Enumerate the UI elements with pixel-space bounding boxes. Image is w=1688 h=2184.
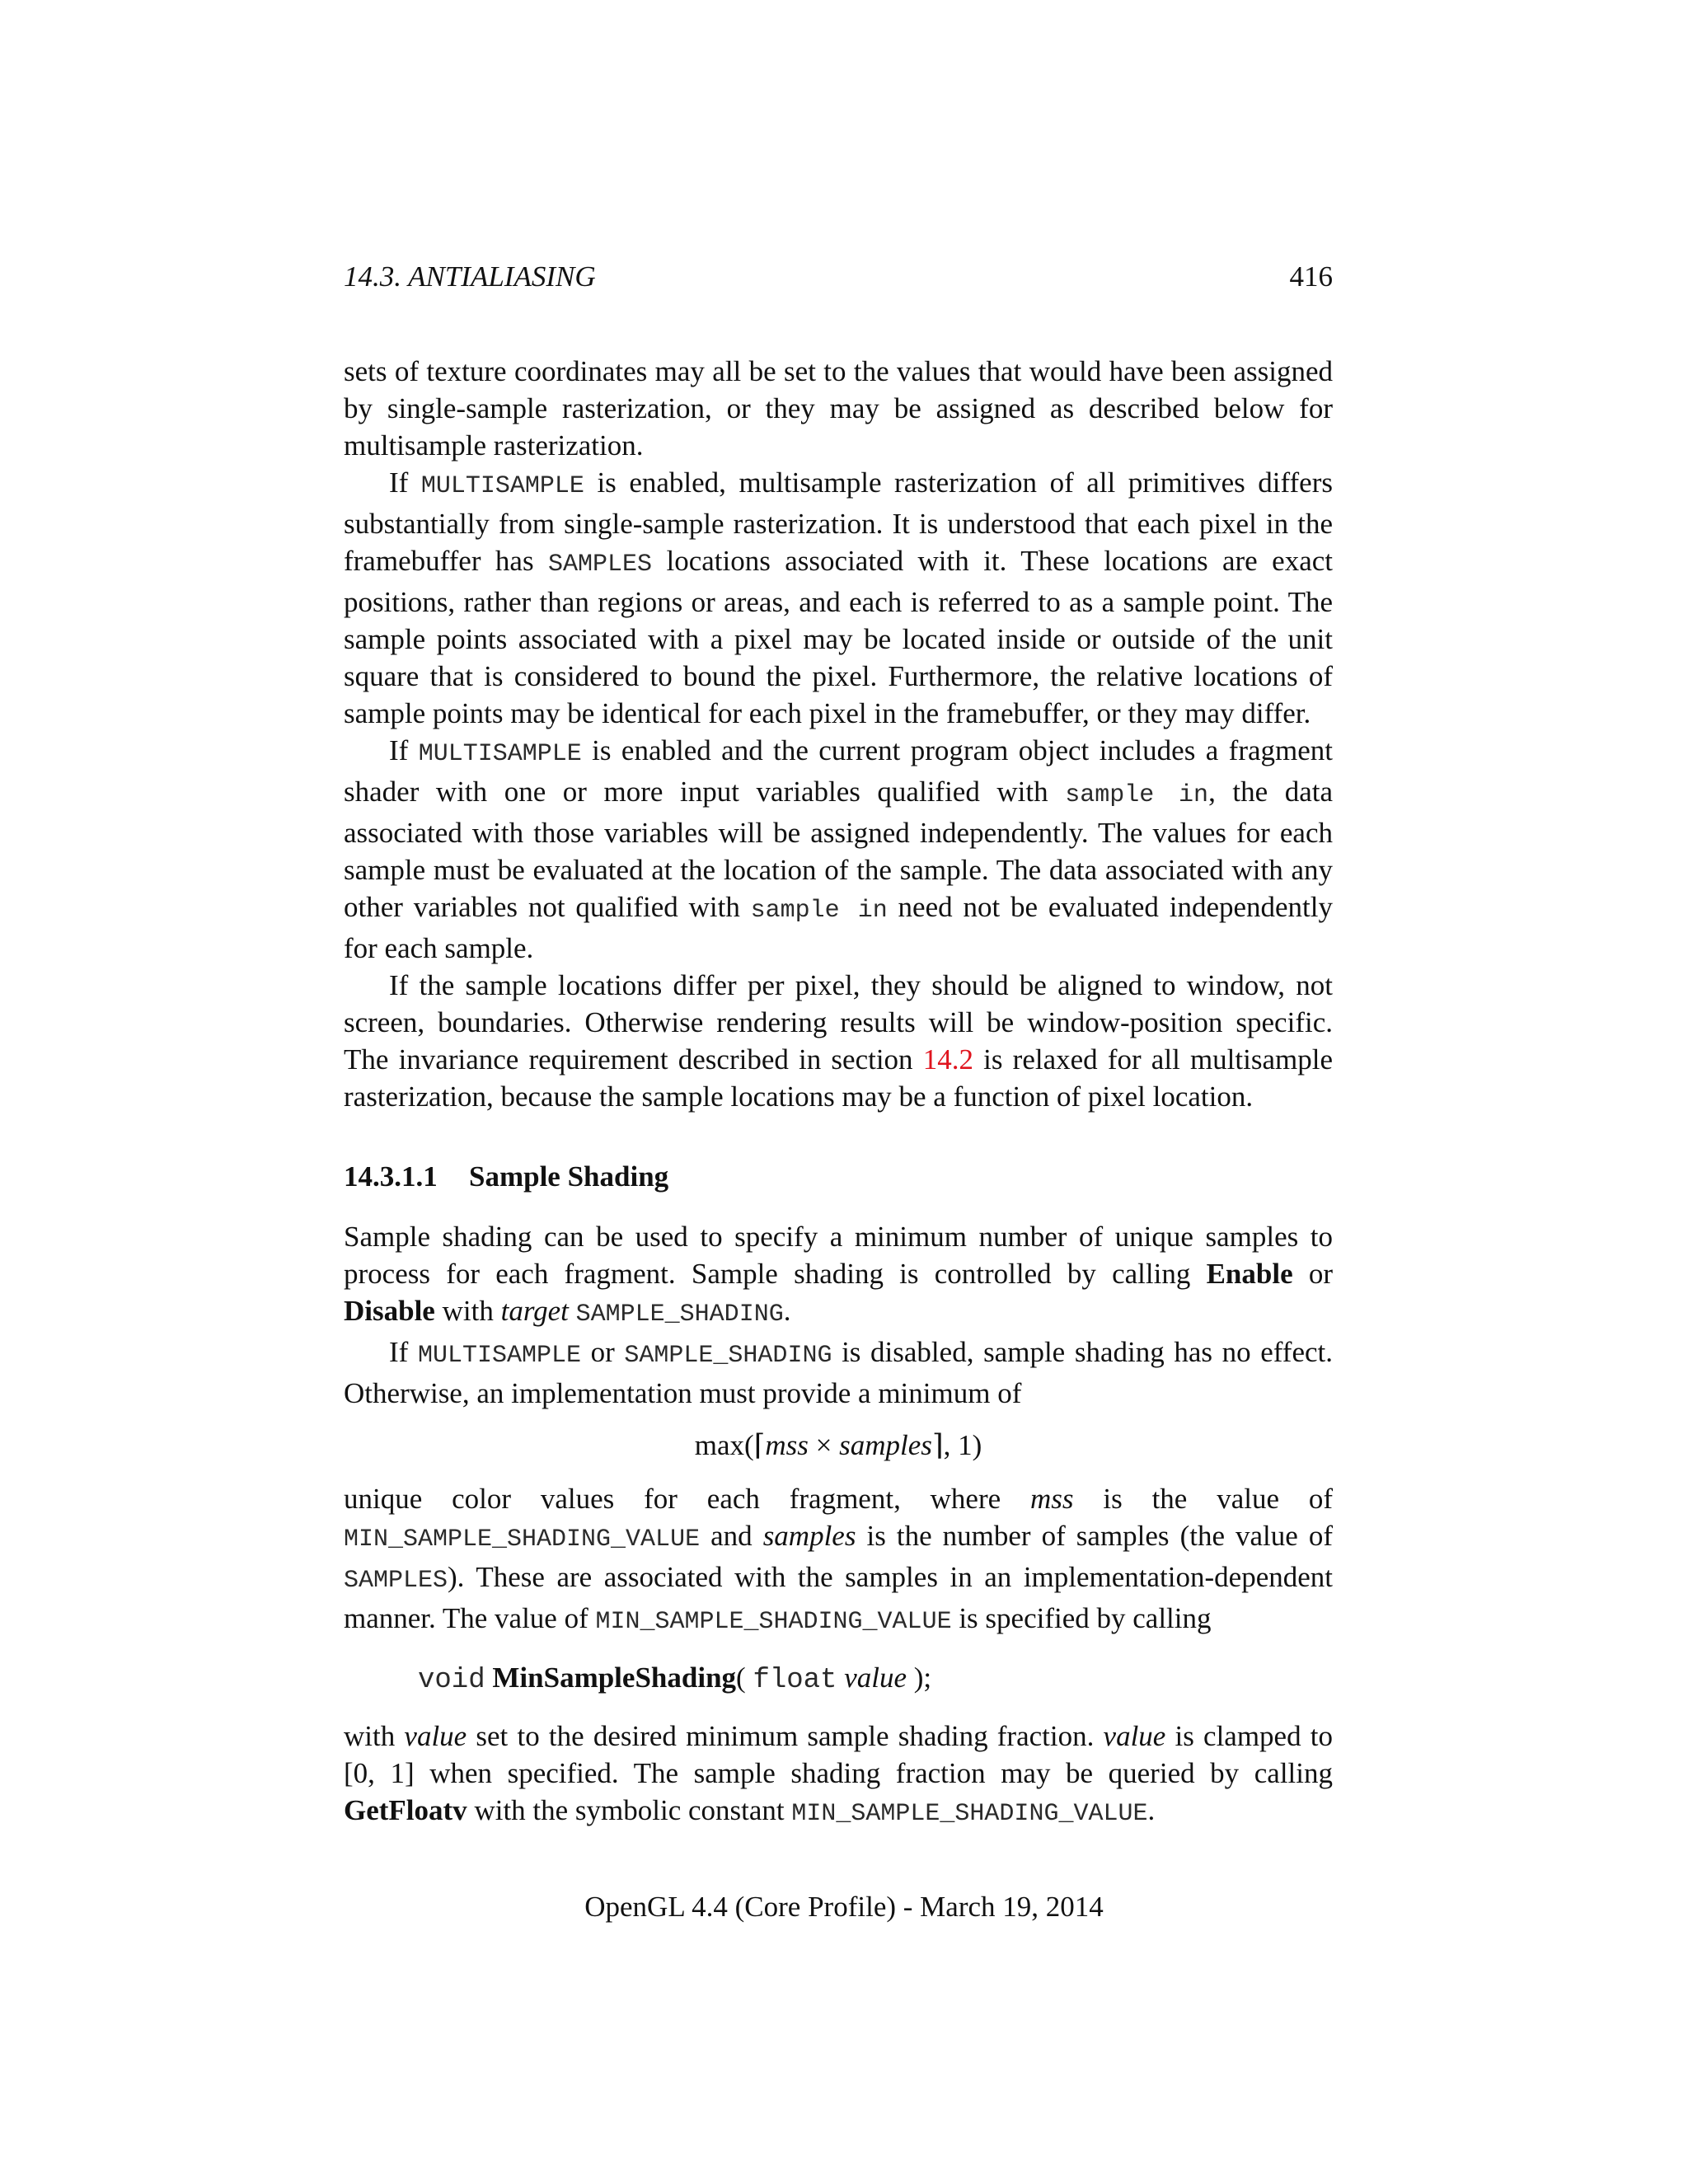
param-name: target: [500, 1295, 569, 1327]
param-name: value: [1103, 1720, 1166, 1752]
code-token: SAMPLES: [344, 1567, 448, 1595]
page-footer: OpenGL 4.4 (Core Profile) - March 19, 2014: [584, 1891, 1104, 1923]
code-token: MIN_SAMPLE_SHADING_VALUE: [344, 1526, 701, 1554]
code-token: SAMPLE_SHADING: [624, 1342, 832, 1370]
code-token: SAMPLE_SHADING: [575, 1301, 784, 1329]
function-prototype: void MinSampleShading( float value );: [418, 1661, 932, 1696]
command-name: Disable: [344, 1295, 435, 1327]
function-name: MinSampleShading: [492, 1661, 737, 1694]
section-heading: [344, 1158, 1333, 1195]
code-token: MIN_SAMPLE_SHADING_VALUE: [595, 1608, 952, 1636]
page-number: 416: [1289, 260, 1333, 293]
param-type: float: [753, 1665, 837, 1696]
paragraph-texture-coordinates: sets of texture coordinates may all be set to the values that would have been assigned by single-sample rasterization, or they may be assigned as described below for multisample rasterization.: [344, 355, 1333, 462]
param-name: samples: [762, 1520, 856, 1552]
param-name: value: [404, 1720, 467, 1752]
paragraph-fragment-shader: If MULTISAMPLE is enabled and the current program object includes a fragment shader with one or more input variables qualified with sample in, the data associated with those variables will be assigned independently. The values for each sample must be evaluated at the location of the sample. The data associated with any other variables not qualified with sample in need not be evaluated independently for each sample.: [344, 734, 1334, 964]
section-number: 14.3.1.1: [344, 1160, 438, 1193]
paragraph-sample-shading-intro: Sample shading can be used to specify a minimum number of unique samples to process for each fragment. Sample shading is controlled by calling Enable or Disable with target SAMPLE_SHADING.: [344, 1221, 1334, 1329]
code-token: MULTISAMPLE: [418, 740, 582, 768]
param-name: value: [844, 1661, 907, 1694]
paragraph-sample-shading-disabled: If MULTISAMPLE or SAMPLE_SHADING is disabled, sample shading has no effect. Otherwise, an implementation must provide a minimum of: [344, 1336, 1334, 1409]
code-token: MIN_SAMPLE_SHADING_VALUE: [791, 1800, 1148, 1828]
body-text: [344, 353, 1333, 1833]
paragraph-sample-locations: If the sample locations differ per pixel, they should be aligned to window, not screen, boundaries. Otherwise rendering results will be window-position specific. The invariance requirement described in section 14.2 is relaxed for all multisample rasterization, because the sample locations may be a function of pixel location.: [344, 969, 1333, 1113]
command-name: GetFloatv: [344, 1794, 467, 1826]
param-name: mss: [1030, 1483, 1074, 1515]
command-name: Enable: [1206, 1258, 1293, 1290]
display-equation: max(⌈mss × samples⌉, 1): [694, 1429, 982, 1461]
running-header-title: 14.3. ANTIALIASING: [344, 260, 596, 293]
paragraph-multisample-enabled: If MULTISAMPLE is enabled, multisample rasterization of all primitives differs substantially from single-sample rasterization. It is understood that each pixel in the framebuffer has SAMPLES locations associated with it. These locations are exact positions, rather than regions or areas, and each is referred to as a sample point. The sample points associated with a pixel may be located inside or outside of the unit square that is considered to bound the pixel. Furthermore, the relative locations of sample points may be identical for each pixel in the framebuffer, or they may differ.: [344, 466, 1333, 729]
section-link-14-2[interactable]: 14.2: [922, 1043, 973, 1076]
paragraph-value-clamped: with value set to the desired minimum sample shading fraction. value is clamped to [0, 1] when specified. The sample shading fraction may be queried by calling GetFloatv with the symbolic constant MIN_SAMPLE_SHADING_VALUE.: [344, 1720, 1334, 1828]
return-type: void: [418, 1665, 485, 1696]
paragraph-unique-color-values: unique color values for each fragment, where mss is the value of MIN_SAMPLE_SHADING_VALUE and samples is the number of samples (the value of SAMPLES). These are associated with the samples in an implementation-dependent manner. The value of MIN_SAMPLE_SHADING_VALUE is specified by calling: [344, 1483, 1334, 1636]
code-token: SAMPLES: [548, 551, 653, 579]
section-title: Sample Shading: [469, 1160, 669, 1193]
code-token: MULTISAMPLE: [420, 472, 584, 500]
code-token: sample in: [750, 897, 888, 925]
code-token: sample in: [1065, 781, 1209, 809]
code-token: MULTISAMPLE: [417, 1342, 581, 1370]
